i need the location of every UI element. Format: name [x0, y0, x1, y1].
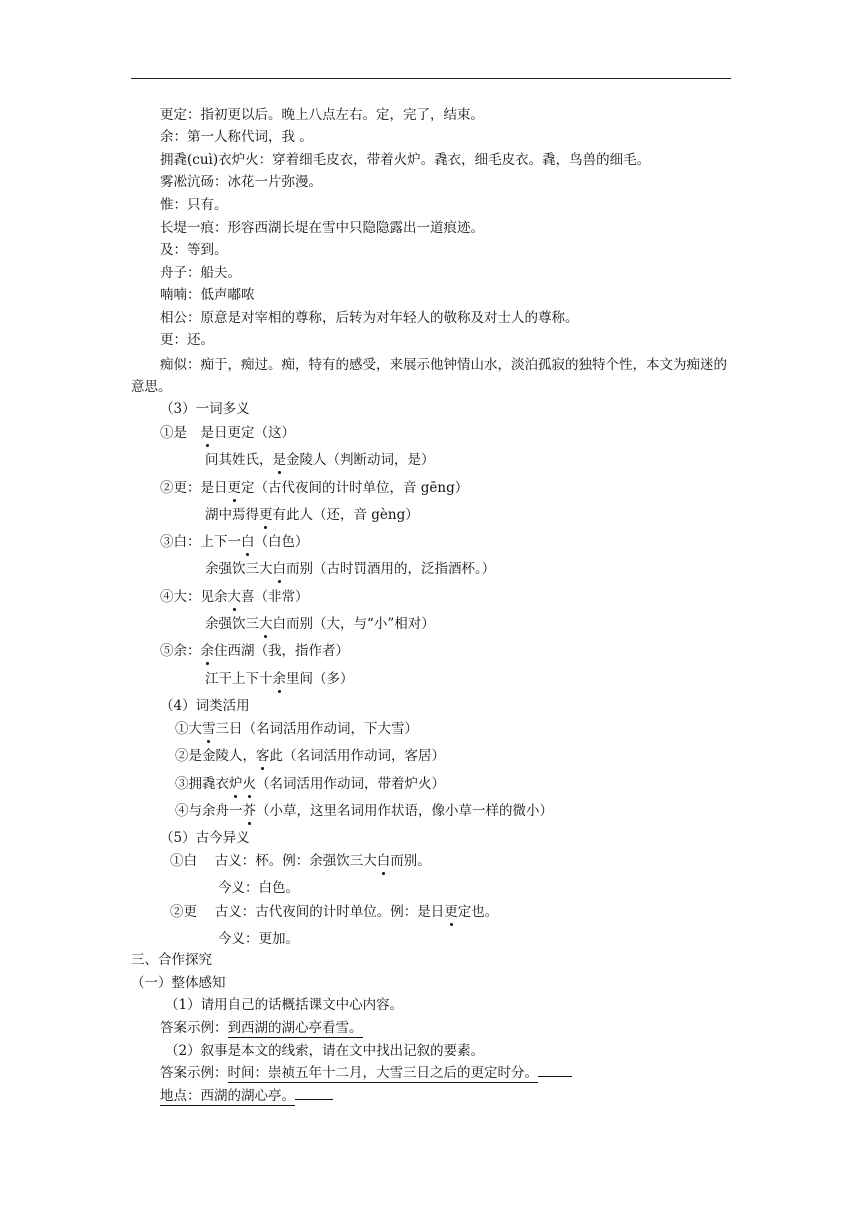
gloss-line: 拥毳(cuì)衣炉火：穿着细毛皮衣，带着火炉。毳衣，细毛皮衣。毳，鸟兽的细毛。 [160, 152, 651, 168]
conversion-line: ④与余舟一芥（小草，这里名词用作状语，像小草一样的微小） [175, 803, 553, 819]
polysemy-line: ⑤余：余住西湖（我，指作者） [160, 643, 349, 659]
emphasis-char: 炉 [229, 776, 243, 792]
section-title: 三、合作探究 [131, 952, 212, 968]
emphasis-char: 是 [272, 452, 286, 468]
polysemy-line: ①是 是日更定（这） [160, 425, 295, 441]
gloss-line: 舟子：船夫。 [160, 265, 241, 281]
polysemy-line: 问其姓氏，是金陵人（判断动词，是） [205, 452, 435, 468]
emphasis-char: 白 [376, 853, 391, 869]
answer-line: 答案示例：时间：崇祯五年十二月，大雪三日之后的更定时分。 [160, 1064, 572, 1082]
conversion-line: ①大雪三日（名词活用作动词，下大雪） [175, 721, 418, 737]
emphasis-char: 火 [242, 776, 256, 792]
answer-underlined: 地点：西湖的湖心亭。 [160, 1088, 295, 1104]
gloss-line: 长堤一痕：形容西湖长堤在雪中只隐隐露出一道痕迹。 [160, 220, 484, 236]
polysemy-line: ③白：上下一白（白色） [160, 534, 309, 550]
conversion-line: ③拥毳衣炉火（名词活用作动词，带着炉火） [175, 776, 445, 792]
answer-line [160, 1087, 333, 1105]
subsection-title: （一）整体感知 [131, 975, 226, 991]
section-heading: （5）古今异义 [160, 830, 250, 846]
emphasis-char: 芥 [242, 803, 256, 819]
polysemy-line: 江干上下十余里间（多） [205, 671, 354, 687]
polysemy-line: ④大：见余大喜（非常） [160, 589, 309, 605]
emphasis-char: 大 [227, 589, 241, 605]
emphasis-char: 余 [272, 671, 286, 687]
emphasis-char: 更 [227, 480, 241, 496]
meaning-line: ②更 古义：古代夜间的计时单位。例：是日更定也。 [170, 904, 499, 920]
gloss-line-wrapped: 痴似：痴于，痴过。痴，特有的感受，来展示他钟情山水，淡泊孤寂的独特个性，本文为痴迷的意思。 [131, 357, 727, 395]
polysemy-line: ②更：是日更定（古代夜间的计时单位，音 gēng） [160, 480, 469, 496]
emphasis-char: 雪 [202, 721, 216, 737]
polysemy-line: 余强饮三大白而别（古时罚酒用的，泛指酒杯。） [205, 561, 496, 577]
gloss-line: 更定：指初更以后。晚上八点左右。定，完了，结束。 [160, 107, 484, 123]
question-line: （1）请用自己的话概括课文中心内容。 [165, 997, 404, 1013]
emphasis-char: 客 [256, 748, 270, 764]
emphasis-char: 白 [241, 534, 255, 550]
emphasis-char: 更 [444, 904, 458, 920]
gloss-line: 惟：只有。 [160, 197, 228, 213]
section-heading: （3）一词多义 [160, 401, 250, 417]
meaning-line: 今义：白色。 [218, 880, 299, 896]
emphasis-char: 白 [272, 561, 286, 577]
answer-underlined: 时间：崇祯五年十二月，大雪三日之后的更定时分。 [227, 1065, 538, 1081]
answer-underlined: 到西湖的湖心亭看雪。 [227, 1020, 363, 1036]
blank-underline [538, 1064, 572, 1077]
question-line: （2）叙事是本文的线索，请在文中找出记叙的要素。 [165, 1043, 485, 1059]
header-rule [131, 78, 731, 79]
emphasis-char: 更 [259, 507, 273, 523]
gloss-line: 余：第一人称代词，我 。 [160, 129, 313, 145]
meaning-line: ①白 古义：杯。例：余强饮三大白而别。 [170, 853, 431, 869]
blank-underline [295, 1087, 333, 1100]
gloss-line: 及：等到。 [160, 242, 228, 258]
conversion-line: ②是金陵人，客此（名词活用作动词，客居） [175, 748, 445, 764]
gloss-line: 相公：原意是对宰相的尊称，后转为对年轻人的敬称及对士人的尊称。 [160, 310, 579, 326]
section-heading: （4）词类活用 [160, 698, 250, 714]
polysemy-line: 湖中焉得更有此人（还，音 gèng） [205, 507, 419, 523]
gloss-line: 更：还。 [160, 332, 214, 348]
answer-line: 答案示例：到西湖的湖心亭看雪。 [160, 1020, 363, 1036]
emphasis-char: 余 [200, 643, 214, 659]
polysemy-line: 余强饮三大白而别（大，与“小”相对） [205, 616, 435, 632]
emphasis-char: 大 [259, 616, 273, 632]
gloss-line: 雾凇沆砀：冰花一片弥漫。 [160, 174, 322, 190]
emphasis-char: 是 [200, 425, 214, 441]
meaning-line: 今义：更加。 [218, 931, 299, 947]
gloss-line: 喃喃：低声嘟哝 [160, 287, 255, 303]
